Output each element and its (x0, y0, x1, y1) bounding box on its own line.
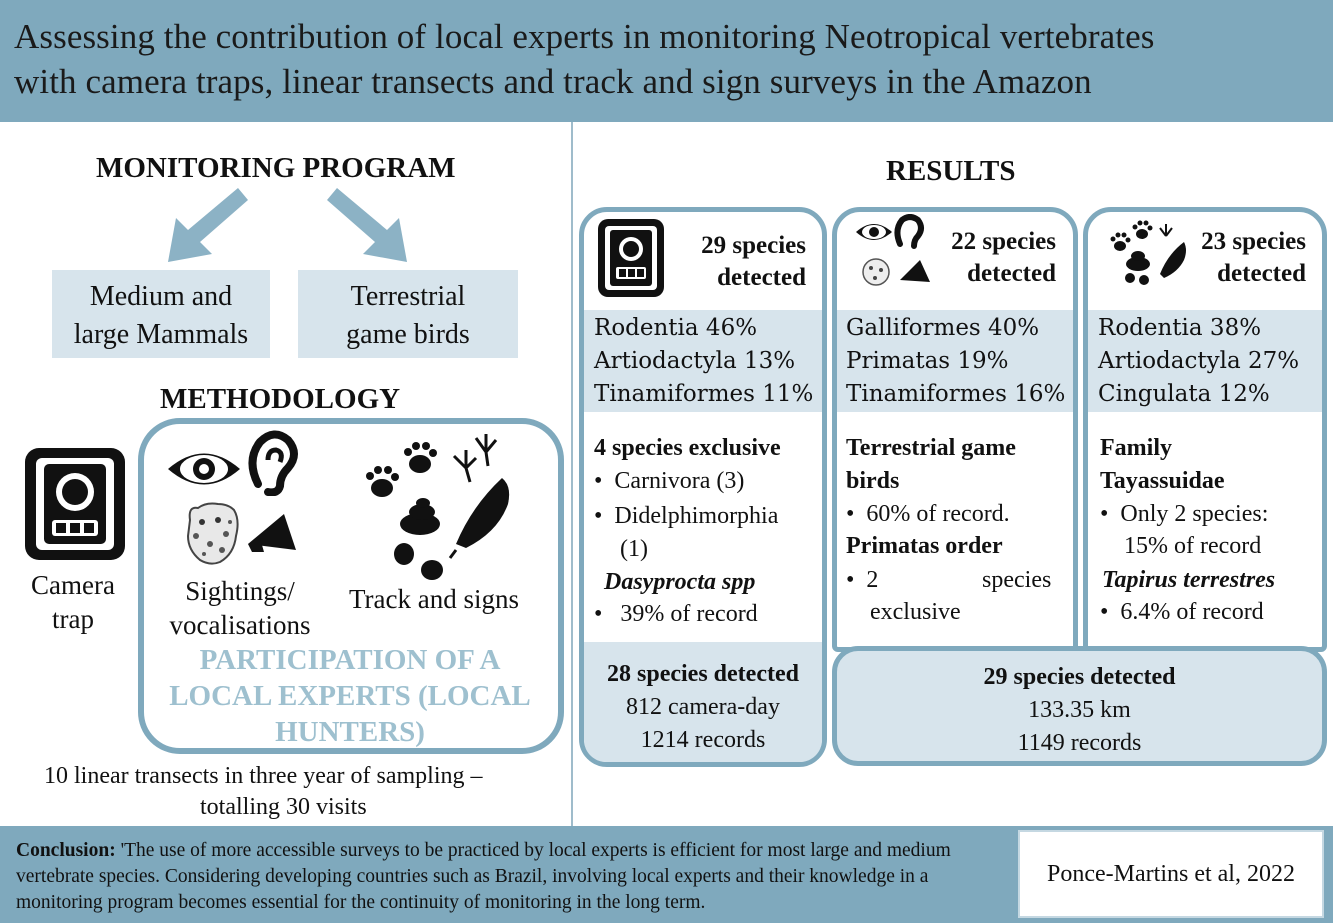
camera-species-bullet (594, 598, 758, 631)
bullet-dot: • (846, 501, 867, 527)
tracks-species-bullet-text: 6.4% of record (1120, 599, 1264, 625)
camera-summary-line1: 812 camera-day (626, 694, 780, 720)
camera-summary-line2: 1214 records (640, 727, 766, 753)
camera-summary-title: 28 species detected (607, 661, 799, 687)
sightings-bullet-2 (846, 564, 878, 597)
participation-line1: PARTICIPATION OF A (199, 644, 501, 676)
tracks-highlight-line1: Family (1100, 435, 1172, 461)
megaphone-icon (244, 510, 300, 554)
citation-box (1018, 830, 1324, 918)
dung-icon (394, 498, 443, 580)
target-mammals (52, 270, 270, 358)
tracks-detected-line2: detected (1217, 260, 1306, 287)
sightings-order-1: Galliformes 40% (846, 315, 1040, 341)
camera-bullet-1 (594, 465, 744, 498)
bird-track-icon (454, 434, 496, 482)
monitoring-program-heading: MONITORING PROGRAM (96, 152, 456, 184)
camera-species-name: Dasyprocta spp (604, 569, 756, 595)
camera-bullet-1-text: Carnivora (3) (614, 468, 745, 494)
participation-line2: LOCAL EXPERTS (LOCAL (169, 680, 531, 712)
transect-summary-title: 29 species detected (983, 664, 1176, 690)
megaphone-icon (900, 260, 930, 282)
track-sign-icons (1108, 220, 1186, 286)
tracks-bullet-1-cont: 15% of record (1124, 533, 1262, 559)
paw-print-icon (366, 466, 399, 497)
paw-print-icon (404, 442, 437, 473)
arrow-down-left-icon (160, 180, 250, 270)
camera-detected (680, 230, 806, 294)
ear-icon (244, 430, 300, 496)
sightings-subtitle: Primatas order (846, 533, 1003, 559)
title-line-2: with camera traps, linear transects and track and sign surveys in the Amazon (14, 62, 1092, 101)
title-banner (0, 0, 1333, 122)
feather-icon (450, 478, 509, 558)
sightings-order-2: Primatas 19% (846, 348, 1009, 374)
bullet-dot: • (1100, 501, 1121, 527)
ear-icon (897, 217, 921, 246)
target-birds-line1: Terrestrial (350, 281, 466, 312)
camera-bullet-2-text: Didelphimorphia (614, 503, 779, 529)
bullet-dot: • (1100, 599, 1121, 625)
target-game-birds (298, 270, 518, 358)
jaguar-icon (182, 500, 242, 568)
sightings-detected (930, 226, 1056, 290)
camera-order-2: Artiodactyla 13% (594, 348, 796, 374)
sightings-bullet-2-b: species (982, 567, 1052, 593)
camera-detected-line2: detected (717, 264, 806, 291)
tracks-bullet-1 (1100, 498, 1268, 531)
tracks-highlight-line2: Tayassuidae (1100, 468, 1225, 494)
transect-summary-box (832, 646, 1327, 766)
tracks-detected (1180, 226, 1306, 290)
track-signs-label: Track and signs (348, 584, 519, 614)
column-divider (571, 122, 573, 826)
sightings-icons (854, 214, 938, 288)
bullet-dot: • (594, 601, 621, 627)
sightings-bullet-2-a: 2 (866, 567, 879, 593)
results-heading: RESULTS (886, 155, 1016, 187)
bullet-dot: • (594, 503, 615, 529)
sightings-highlight-line1: Terrestrial game (846, 435, 1016, 461)
sightings-highlight-line2: birds (846, 468, 900, 494)
camera-label-line2: trap (52, 604, 94, 634)
camera-bullet-2 (594, 500, 778, 533)
conclusion-text (16, 838, 1006, 916)
sightings-detected-line2: detected (967, 260, 1056, 287)
tracks-order-1: Rodentia 38% (1098, 315, 1262, 341)
sightings-order-3: Tinamiformes 16% (846, 381, 1066, 407)
camera-order-3: Tinamiformes 11% (594, 381, 814, 407)
camera-trap-label (18, 568, 128, 636)
eye-icon (856, 224, 892, 240)
bird-track-icon (1160, 224, 1172, 236)
sightings-label-line1: Sightings/ (185, 576, 295, 606)
camera-summary (584, 658, 822, 757)
tracks-species-bullet (1100, 596, 1264, 629)
sightings-bullet-1-text: 60% of record. (866, 501, 1010, 527)
camera-exclusive-title: 4 species exclusive (594, 435, 781, 461)
sightings-detected-line1: 22 species (951, 228, 1056, 255)
transect-note-line1: 10 linear transects in three year of sampling – (44, 763, 483, 789)
camera-trap-icon (596, 217, 666, 299)
target-birds-line2: game birds (346, 319, 470, 350)
transect-summary-line2: 1149 records (1017, 730, 1142, 756)
dung-icon (1125, 251, 1150, 285)
conclusion-label: Conclusion: (16, 840, 116, 861)
transect-summary-line1: 133.35 km (1028, 697, 1131, 723)
bullet-dot: • (594, 468, 615, 494)
eye-icon (164, 444, 244, 494)
arrow-down-right-icon (325, 180, 415, 270)
camera-detected-line1: 29 species (701, 232, 806, 259)
sightings-bullet-1 (846, 498, 1010, 531)
transect-note-line2: totalling 30 visits (200, 794, 367, 820)
track-and-sign-icons (362, 426, 522, 586)
camera-bullet-2-cont: (1) (620, 536, 648, 562)
jaguar-icon (863, 259, 889, 285)
title-line-1: Assessing the contribution of local experts in monitoring Neotropical vertebrates (14, 17, 1155, 56)
sightings-label-line2: vocalisations (169, 610, 311, 640)
tracks-detected-line1: 23 species (1201, 228, 1306, 255)
camera-label-line1: Camera (31, 570, 115, 600)
conclusion-body: 'The use of more accessible surveys to be practiced by local experts is efficient for most large and medium vertebrate species. Considering developing countries such as Brazil, involving local experts and their knowledge in a monitoring program becomes essential for the continuity of monitoring in the long term. (16, 840, 951, 913)
target-mammals-line2: large Mammals (73, 319, 249, 350)
target-mammals-line1: Medium and (89, 281, 233, 312)
camera-order-1: Rodentia 46% (594, 315, 758, 341)
bullet-dot: • (846, 567, 867, 593)
tracks-species-name: Tapirus terrestres (1102, 567, 1276, 593)
citation-text: Ponce-Martins et al, 2022 (1047, 860, 1295, 887)
sightings-bullet-2-c: exclusive (870, 599, 961, 625)
paw-print-icon (1111, 221, 1153, 252)
tracks-bullet-1-text: Only 2 species: (1120, 501, 1269, 527)
camera-trap-icon (22, 442, 128, 564)
methodology-heading: METHODOLOGY (160, 383, 401, 415)
tracks-order-3: Cingulata 12% (1098, 381, 1270, 407)
participation-line3: HUNTERS) (275, 716, 425, 748)
camera-species-bullet-text: 39% of record (620, 601, 758, 627)
tracks-order-2: Artiodactyla 27% (1098, 348, 1300, 374)
sightings-label (150, 574, 330, 642)
